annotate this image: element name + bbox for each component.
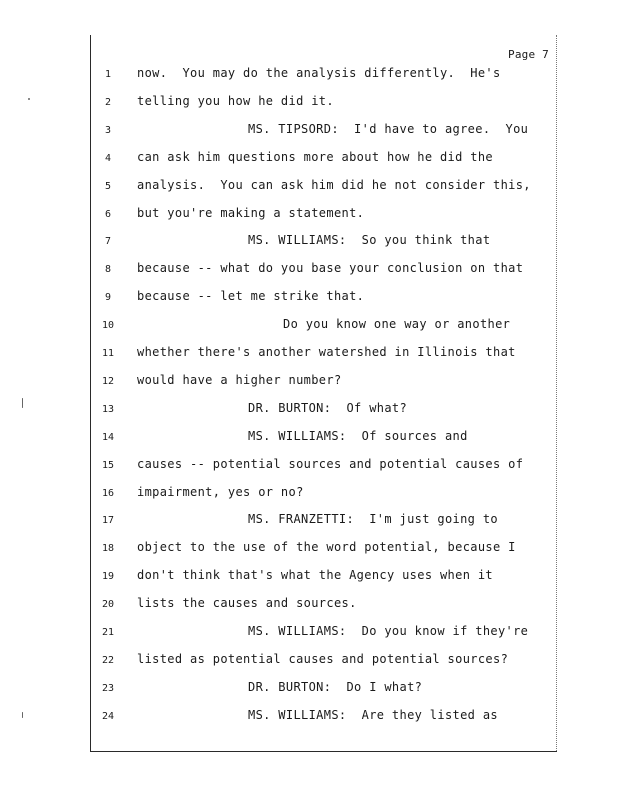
line-text: because -- what do you base your conclusion on that: [137, 261, 524, 275]
line-number: 21: [101, 627, 115, 638]
line-number: 15: [101, 460, 115, 471]
line-number: 23: [101, 683, 115, 694]
line-number: 2: [104, 97, 112, 108]
line-text: DR. BURTON: Of what?: [248, 401, 408, 415]
line-text: MS. TIPSORD: I'd have to agree. You: [248, 122, 529, 136]
line-number: 19: [101, 571, 115, 582]
transcript-line: [0, 122, 618, 142]
line-text: can ask him questions more about how he did the: [137, 150, 494, 164]
line-number: 6: [104, 209, 112, 220]
line-number: 22: [101, 655, 115, 666]
line-text: because -- let me strike that.: [137, 289, 365, 303]
line-text: MS. WILLIAMS: Do you know if they're: [248, 624, 529, 638]
transcript-line: [0, 680, 618, 700]
line-text: listed as potential causes and potential sources?: [137, 652, 509, 666]
line-text: telling you how he did it.: [137, 94, 334, 108]
line-number: 5: [104, 181, 112, 192]
transcript-line: [0, 206, 618, 226]
line-number: 17: [101, 515, 115, 526]
line-text: would have a higher number?: [137, 373, 342, 387]
transcript-line: [0, 233, 618, 253]
transcript-line: [0, 596, 618, 616]
page-number-label: Page 7: [508, 48, 549, 61]
line-number: 8: [104, 264, 112, 275]
line-number: 10: [101, 320, 115, 331]
transcript-line: [0, 178, 618, 198]
transcript-line: [0, 289, 618, 309]
line-number: 20: [101, 599, 115, 610]
line-number: 4: [104, 153, 112, 164]
line-number: 12: [101, 376, 115, 387]
transcript-line: [0, 708, 618, 728]
transcript-line: [0, 540, 618, 560]
transcript-line: [0, 568, 618, 588]
line-text: don't think that's what the Agency uses when it: [137, 568, 494, 582]
line-text: impairment, yes or no?: [137, 485, 304, 499]
transcript-line: [0, 652, 618, 672]
line-text: but you're making a statement.: [137, 206, 365, 220]
scan-speck: [22, 712, 23, 718]
transcript-page-frame: [90, 35, 557, 752]
line-text: lists the causes and sources.: [137, 596, 357, 610]
transcript-line: [0, 373, 618, 393]
line-text: MS. FRANZETTI: I'm just going to: [248, 512, 498, 526]
transcript-line: [0, 457, 618, 477]
transcript-line: [0, 261, 618, 281]
line-number: 16: [101, 488, 115, 499]
line-number: 7: [104, 236, 112, 247]
transcript-line: [0, 485, 618, 505]
line-number: 24: [101, 711, 115, 722]
line-number: 18: [101, 543, 115, 554]
transcript-line: [0, 94, 618, 114]
line-number: 1: [104, 69, 112, 80]
line-text: DR. BURTON: Do I what?: [248, 680, 423, 694]
line-text: Do you know one way or another: [283, 317, 511, 331]
transcript-line: [0, 401, 618, 421]
scan-speck: [22, 398, 23, 408]
line-number: 13: [101, 404, 115, 415]
transcript-line: [0, 624, 618, 644]
transcript-line: [0, 345, 618, 365]
line-text: MS. WILLIAMS: Of sources and: [248, 429, 468, 443]
line-text: MS. WILLIAMS: Are they listed as: [248, 708, 498, 722]
line-text: object to the use of the word potential, because I: [137, 540, 516, 554]
transcript-line: [0, 150, 618, 170]
line-number: 9: [104, 292, 112, 303]
line-number: 3: [104, 125, 112, 136]
line-text: whether there's another watershed in Illinois that: [137, 345, 516, 359]
line-text: analysis. You can ask him did he not consider this,: [137, 178, 531, 192]
line-number: 11: [101, 348, 115, 359]
line-number: 14: [101, 432, 115, 443]
line-text: now. You may do the analysis differently. He's: [137, 66, 501, 80]
transcript-line: [0, 317, 618, 337]
scan-speck: [28, 98, 30, 100]
transcript-line: [0, 429, 618, 449]
transcript-line: [0, 512, 618, 532]
line-text: MS. WILLIAMS: So you think that: [248, 233, 491, 247]
transcript-line: [0, 66, 618, 86]
line-text: causes -- potential sources and potential causes of: [137, 457, 524, 471]
